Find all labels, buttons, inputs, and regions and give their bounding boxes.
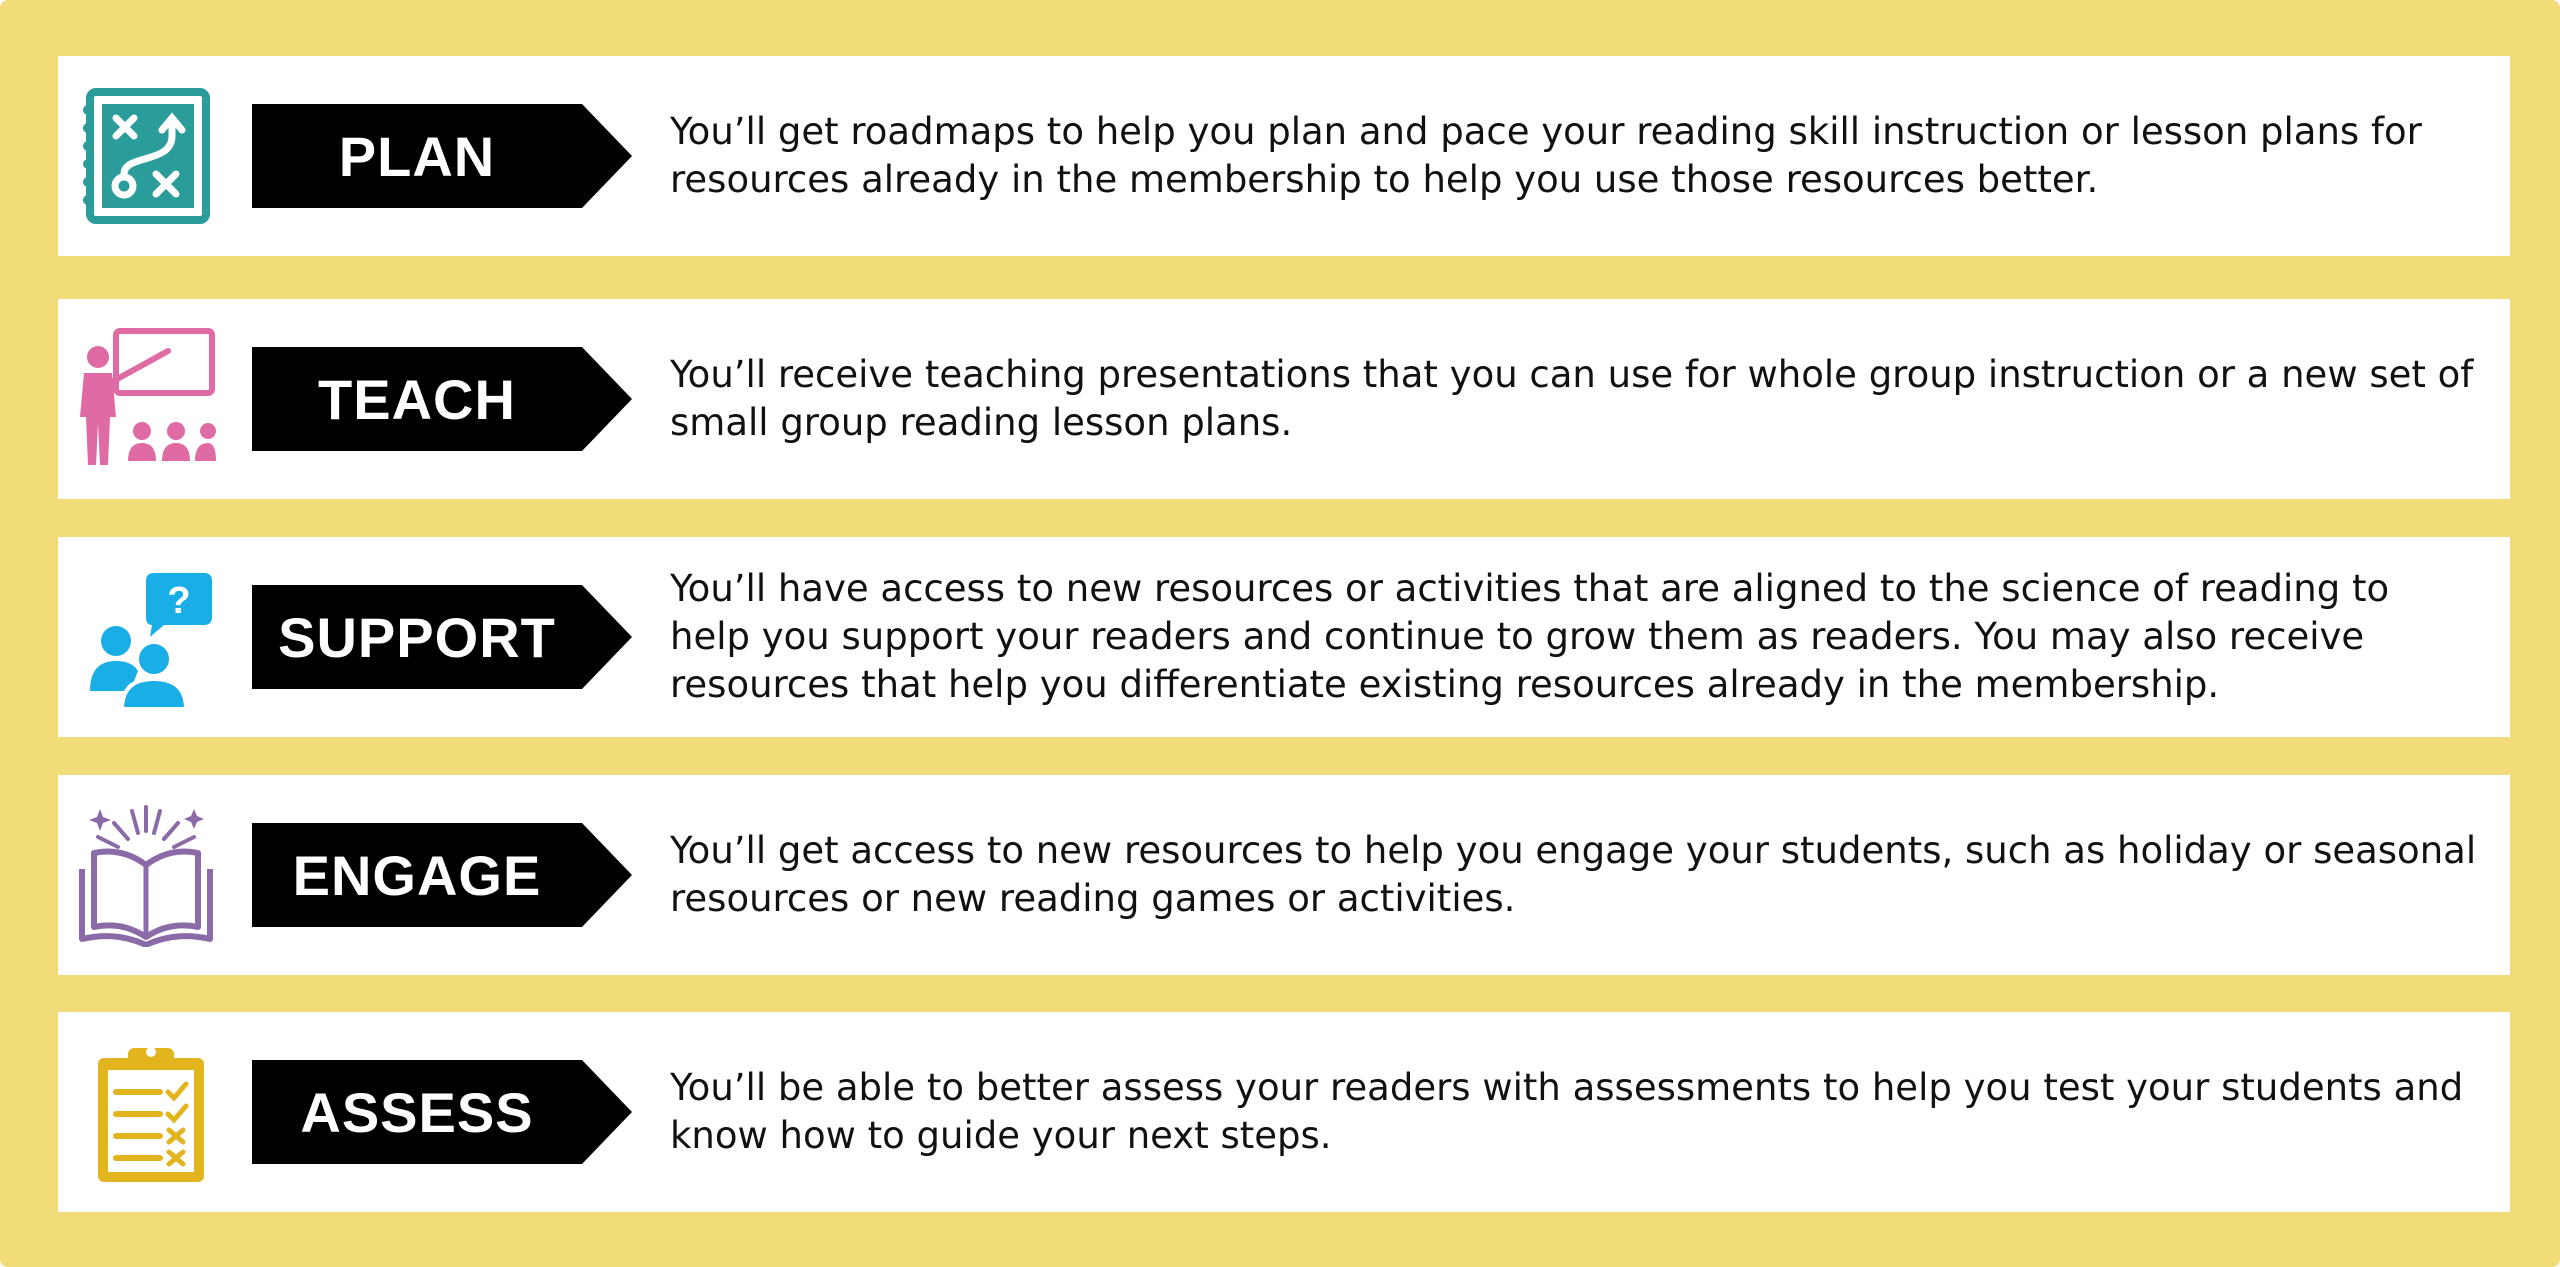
svg-text:?: ? (167, 580, 191, 622)
row-assess (58, 1012, 2510, 1212)
clipboard-checklist-icon (76, 1040, 216, 1184)
row-support (58, 537, 2510, 737)
support-tag (252, 585, 632, 689)
assess-label: ASSESS (300, 1080, 534, 1144)
plan-description: You’ll get roadmaps to help you plan and pace your reading skill instruction or lesson plans for resources already in the membership to help you use those resources better. (670, 110, 2422, 201)
teach-description: You’ll receive teaching presentations that you can use for whole group instruction or a new set of small group reading lesson plans. (670, 353, 2474, 444)
open-book-icon (76, 803, 216, 947)
plan-label: PLAN (338, 124, 496, 188)
support-label: SUPPORT (278, 605, 556, 669)
assess-description: You’ll be able to better assess your readers with assessments to help you test your students and know how to guide your next steps. (670, 1066, 2464, 1157)
engage-label: ENGAGE (292, 843, 542, 907)
plan-tag (252, 104, 632, 208)
engage-description: You’ll get access to new resources to help you engage your students, such as holiday or seasonal resources or new reading games or activities. (670, 829, 2477, 920)
row-teach (58, 299, 2510, 499)
people-question-icon (76, 565, 216, 709)
support-description: You’ll have access to new resources or activities that are aligned to the science of reading to help you support your readers and continue to grow them as readers. You may also receive resources that help you differentiate existing resources already in the membership. (670, 567, 2390, 706)
teacher-presentation-icon (76, 327, 216, 471)
strategy-board-icon (76, 84, 216, 228)
engage-tag (252, 823, 632, 927)
row-engage (58, 775, 2510, 975)
assess-tag (252, 1060, 632, 1164)
teach-label: TEACH (318, 367, 516, 431)
row-plan (58, 56, 2510, 256)
teach-tag (252, 347, 632, 451)
